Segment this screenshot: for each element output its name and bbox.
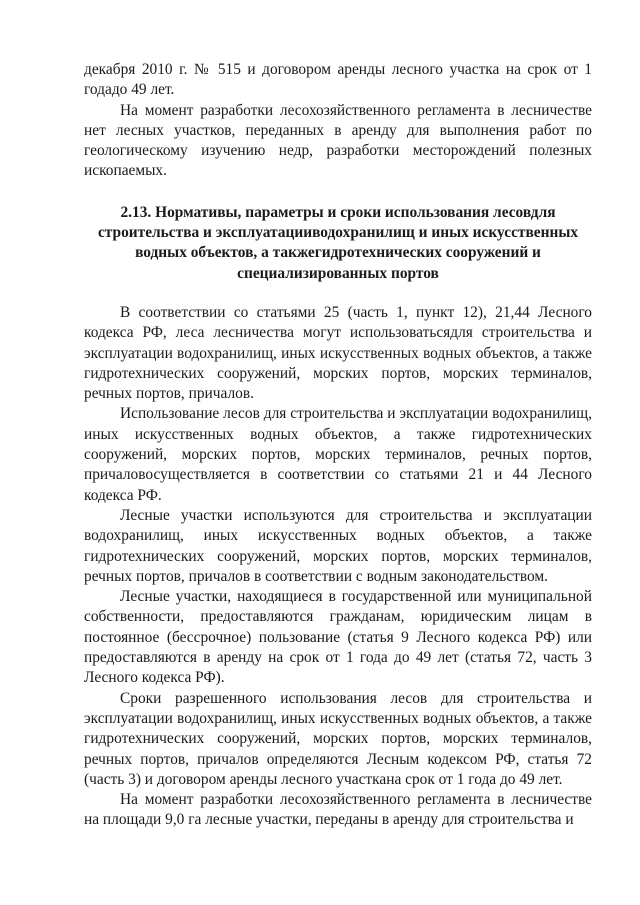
- paragraph-current-leases: На момент разработки лесохозяйственного регламента в лесничестве на площади 9,0 га лесные участки, переданы в аренду для строительства и: [84, 791, 592, 829]
- paragraph-provision-terms: Лесные участки, находящиеся в государственной или муниципальной собственности, предоставляются гражданам, юридическим лицам в постоянное (бессрочное) пользование (статья 9 Лесного кодекса РФ) или предоставляются в аренду на срок от 1 года до 49 лет (статья 72, часть 3 Лесного кодекса РФ).: [84, 588, 592, 687]
- paragraph-usage-articles: Использование лесов для строительства и эксплуатации водохранилищ, иных искусственных водных объектов, а также гидротехнических сооружений, морских портов, морских терминалов, речных портов, причаловосуществляется в соответствии со статьями 21 и 44 Лесного кодекса РФ.: [84, 405, 592, 504]
- paragraph-usage-periods: Сроки разрешенного использования лесов для строительства и эксплуатации водохранилищ, иных искусственных водных объектов, а также гидротехнических сооружений, морских портов, морских терминалов, речных портов, причалов определяются Лесным кодексом РФ, статья 72 (часть 3) и договором аренды лесного участкана срок от 1 года до 49 лет.: [84, 689, 592, 788]
- paragraph-continuation: декабря 2010 г. № 515 и договором аренды лесного участка на срок от 1 годадо 49 лет.: [84, 61, 592, 99]
- section-heading: 2.13. Нормативы, параметры и сроки использования лесовдля строительства и эксплуатацииводохранилищ и иных искусственных водных объектов, а такжегидротехнических сооружений и специализированных портов: [97, 203, 579, 282]
- paragraph-water-legislation: Лесные участки используются для строительства и эксплуатации водохранилищ, иных искусственных водных объектов, а также гидротехнических сооружений, морских портов, морских терминалов, речных портов, причалов в соответствии с водным законодательством.: [84, 506, 592, 585]
- paragraph-no-leased-geology: На момент разработки лесохозяйственного регламента в лесничестве нет лесных участков, переданных в аренду для выполнения работ по геологическому изучению недр, разработки месторождений полезных ископаемых.: [84, 101, 592, 180]
- paragraph-legal-basis: В соответствии со статьями 25 (часть 1, пункт 12), 21,44 Лесного кодекса РФ, леса лесничества могут использоватьсядля строительства и эксплуатации водохранилищ, иных искусственных водных объектов, а также гидротехнических сооружений, морских портов, морских терминалов, речных портов, причалов.: [84, 303, 592, 403]
- document-page: [84, 60, 592, 831]
